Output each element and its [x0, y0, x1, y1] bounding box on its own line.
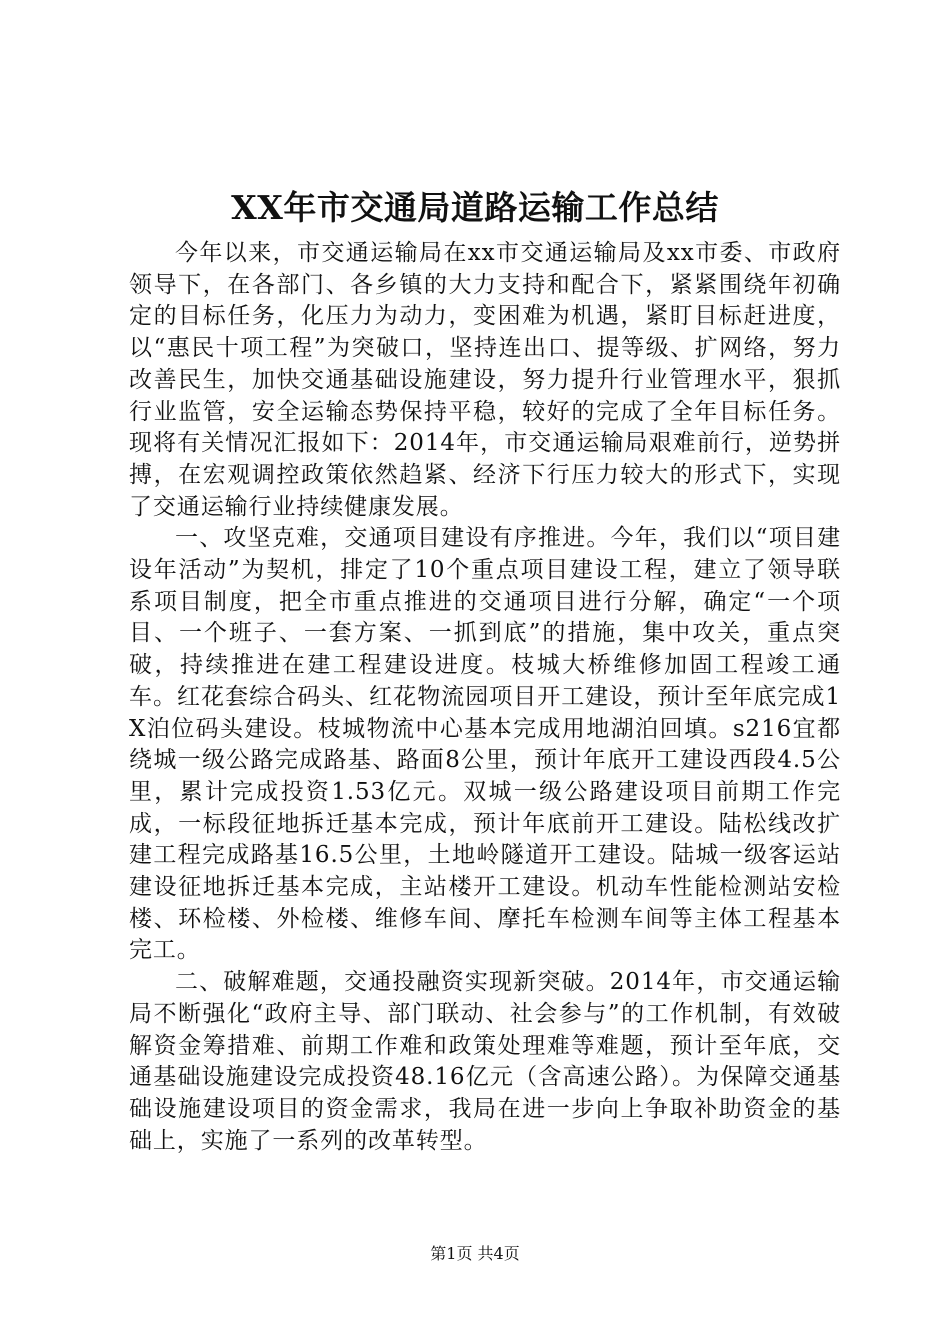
paragraph-section-2: 二、破解难题，交通投融资实现新突破。2014年，市交通运输局不断强化“政府主导、部门联动、社会参与”的工作机制，有效破解资金筹措难、前期工作难和政策处理难等难题，预计至年底，交通基础设施建设完成投资48.16亿元（含高速公路）。为保障交通基础设施建设项目的资金需求，我局在进一步向上争取补助资金的基础上，实施了一系列的改革转型。 — [129, 969, 841, 1154]
paragraph-intro: 今年以来，市交通运输局在xx市交通运输局及xx市委、市政府领导下，在各部门、各乡镇的大力支持和配合下，紧紧围绕年初确定的目标任务，化压力为动力，变困难为机遇，紧盯目标赶进度，以“惠民十项工程”为突破口，坚持连出口、提等级、扩网络，努力改善民生，加快交通基础设施建设，努力提升行业管理水平，狠抓行业监管，安全运输态势保持平稳，较好的完成了全年目标任务。现将有关情况汇报如下：2014年，市交通运输局艰难前行，逆势拼搏，在宏观调控政策依然趋紧、经济下行压力较大的形式下，实现了交通运输行业持续健康发展。 — [129, 240, 841, 520]
document-body — [129, 238, 841, 1157]
page-number-footer: 第1页 共4页 — [430, 1244, 520, 1263]
paragraph-section-1: 一、攻坚克难，交通项目建设有序推进。今年，我们以“项目建设年活动”为契机，排定了10个重点项目建设工程，建立了领导联系项目制度，把全市重点推进的交通项目进行分解，确定“一个项目、一个班子、一套方案、一抓到底”的措施，集中攻关，重点突破，持续推进在建工程建设进度。枝城大桥维修加固工程竣工通车。红花套综合码头、红花物流园项目开工建设，预计至年底完成1X泊位码头建设。枝城物流中心基本完成用地湖泊回填。s216宜都绕城一级公路完成路基、路面8公里，预计年底开工建设西段4.5公里，累计完成投资1.53亿元。双城一级公路建设项目前期工作完成，一标段征地拆迁基本完成，预计年底前开工建设。陆松线改扩建工程完成路基16.5公里，土地岭隧道开工建设。陆城一级客运站建设征地拆迁基本完成，主站楼开工建设。机动车性能检测站安检楼、环检楼、外检楼、维修车间、摩托车检测车间等主体工程基本完工。 — [129, 525, 841, 964]
document-title: XX年市交通局道路运输工作总结 — [231, 188, 719, 227]
